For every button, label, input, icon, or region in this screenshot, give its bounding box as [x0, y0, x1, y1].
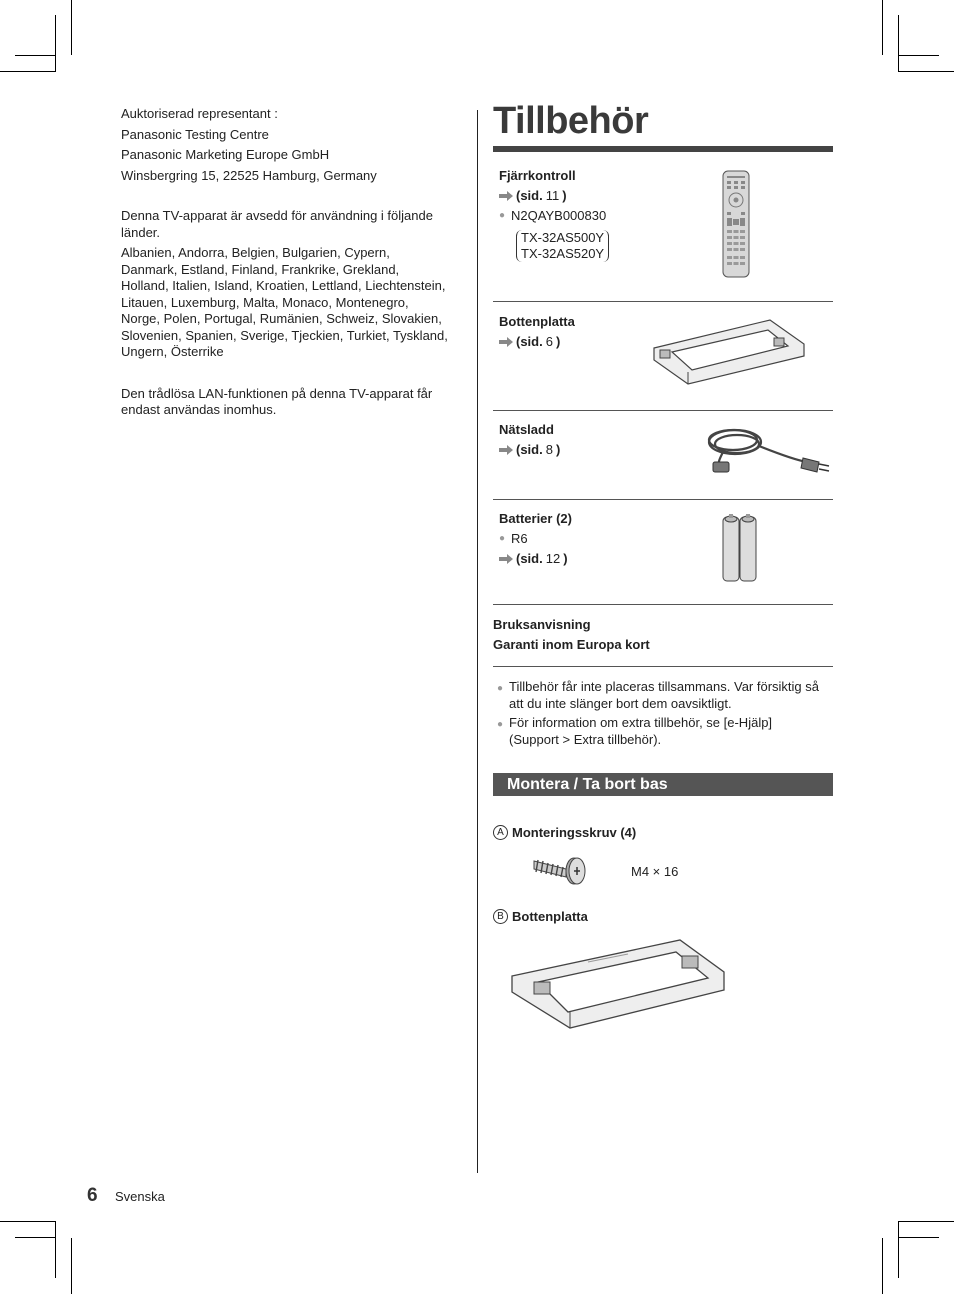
arrow-right-icon	[499, 337, 513, 347]
note-line: För information om extra tillbehör, se [e-Hjälp]	[509, 715, 773, 730]
bullet-icon: ●	[497, 719, 504, 730]
lan-line: Den trådlösa LAN-funktionen på denna TV-apparat får	[121, 385, 433, 401]
batteries-icon	[721, 513, 759, 583]
battery-type	[499, 531, 572, 546]
wireless-lan-block	[121, 386, 466, 419]
ref-label: (sid.	[516, 551, 543, 566]
bullet-icon: ●	[497, 683, 504, 694]
rep-line: Auktoriserad representant :	[121, 106, 278, 121]
remote-model-number: N2QAYB000830	[511, 208, 607, 223]
crop-mark	[898, 1221, 899, 1278]
intended-use-block	[121, 208, 466, 241]
page-number: 6	[87, 1185, 98, 1206]
ref-close: )	[562, 188, 567, 203]
screw-icon	[530, 853, 588, 887]
note-line: (Support > Extra tillbehör).	[509, 731, 662, 747]
base-plate-icon	[650, 316, 812, 388]
countries-line: Albanien, Andorra, Belgien, Bulgarien, Cypern,	[121, 245, 390, 260]
screw-title: Monteringsskruv (4)	[512, 825, 637, 840]
arrow-right-icon	[499, 445, 513, 455]
crop-mark	[898, 1237, 939, 1238]
ref-close: )	[563, 551, 568, 566]
warranty-title: Garanti inom Europa kort	[493, 637, 650, 652]
page-title: Tillbehör	[493, 100, 649, 142]
manual-title: Bruksanvisning	[493, 617, 591, 632]
countries-block	[121, 245, 466, 361]
bullet-icon: ●	[499, 533, 506, 544]
separator	[493, 666, 833, 667]
remote-page-ref	[499, 188, 606, 203]
tv-model: TX-32AS500Y	[521, 230, 605, 245]
crop-mark	[0, 1221, 55, 1222]
ref-label: (sid.	[516, 442, 543, 457]
letter-badge: B	[493, 909, 508, 924]
section-header	[493, 773, 833, 796]
letter-badge: A	[493, 825, 508, 840]
countries-line: Holland, Italien, Island, Kroatien, Lettland, Liechtenstein,	[121, 278, 446, 293]
crop-mark	[899, 1221, 954, 1222]
notes-list	[497, 679, 837, 748]
ref-label: (sid.	[516, 334, 543, 349]
plate-title: Bottenplatta	[512, 909, 588, 924]
ref-page: 6	[545, 334, 553, 349]
countries-line: Litauen, Luxemburg, Malta, Monaco, Montenegro,	[121, 294, 409, 310]
base-title: Bottenplatta	[499, 314, 575, 329]
plate-label	[493, 909, 588, 924]
countries-line: Norge, Polen, Portugal, Rumänien, Schweiz, Slovakien,	[121, 311, 442, 326]
intended-line: länder.	[121, 224, 161, 240]
rep-line: Panasonic Testing Centre	[121, 126, 269, 142]
separator	[493, 301, 833, 302]
arrow-right-icon	[499, 554, 513, 564]
crop-mark	[55, 15, 56, 72]
separator	[493, 604, 833, 605]
accessory-remote	[499, 168, 606, 223]
accessory-batteries	[499, 511, 572, 566]
left-column	[121, 106, 466, 419]
bullet-icon: ●	[499, 210, 506, 221]
ref-page: 11	[545, 188, 560, 203]
ref-close: )	[555, 442, 561, 457]
crop-mark	[899, 71, 954, 72]
note-item	[497, 679, 837, 712]
cord-title: Nätsladd	[499, 422, 554, 437]
column-divider	[477, 110, 478, 1173]
crop-mark	[71, 0, 72, 55]
cord-page-ref	[499, 442, 560, 457]
base-page-ref	[499, 334, 575, 349]
representative-block	[121, 106, 466, 184]
arrow-right-icon	[499, 191, 513, 201]
batteries-title: Batterier (2)	[499, 511, 572, 526]
screw-size: M4 × 16	[631, 864, 679, 879]
power-cord-icon	[703, 422, 831, 478]
remote-model	[499, 208, 606, 223]
crop-mark	[15, 1237, 56, 1238]
crop-mark	[0, 71, 55, 72]
intended-line: Denna TV-apparat är avsedd för användning i följande	[121, 208, 433, 223]
note-item	[497, 715, 837, 748]
lan-line: endast användas inomhus.	[121, 402, 277, 417]
separator	[493, 499, 833, 500]
ref-close: )	[555, 334, 561, 349]
ref-label: (sid.	[516, 188, 543, 203]
note-line: att du inte slänger bort dem oavsiktligt.	[509, 695, 732, 711]
crop-mark	[71, 1238, 72, 1294]
countries-line: Ungern, Österrike	[121, 344, 224, 359]
crop-mark	[882, 0, 883, 55]
base-plate-icon	[508, 936, 730, 1034]
crop-mark	[15, 55, 56, 56]
rep-line: Winsbergring 15, 22525 Hamburg, Germany	[121, 167, 377, 183]
accessory-power-cord	[499, 422, 560, 457]
title-underline	[493, 146, 833, 152]
countries-line: Slovenien, Spanien, Sverige, Tjeckien, Turkiet, Tyskland,	[121, 327, 448, 343]
documents-block	[493, 617, 650, 652]
crop-mark	[55, 1221, 56, 1278]
footer-language: Svenska	[115, 1189, 165, 1204]
rep-line: Panasonic Marketing Europe GmbH	[121, 147, 330, 162]
note-line: Tillbehör får inte placeras tillsammans. Var försiktig så	[509, 679, 819, 694]
crop-mark	[882, 1238, 883, 1294]
countries-line: Danmark, Estland, Finland, Frankrike, Grekland,	[121, 261, 400, 277]
batteries-page-ref	[499, 551, 572, 566]
crop-mark	[898, 55, 939, 56]
crop-mark	[898, 15, 899, 72]
section-title: Montera / Ta bort bas	[507, 776, 668, 793]
accessory-base-plate	[499, 314, 575, 349]
tv-model: TX-32AS520Y	[521, 246, 605, 261]
ref-page: 8	[545, 442, 553, 457]
battery-type-text: R6	[511, 531, 528, 546]
tv-models-bracket	[516, 230, 609, 262]
remote-title: Fjärrkontroll	[499, 168, 576, 183]
ref-page: 12	[545, 551, 561, 566]
screw-label	[493, 825, 636, 840]
separator	[493, 410, 833, 411]
remote-control-icon	[722, 170, 750, 278]
